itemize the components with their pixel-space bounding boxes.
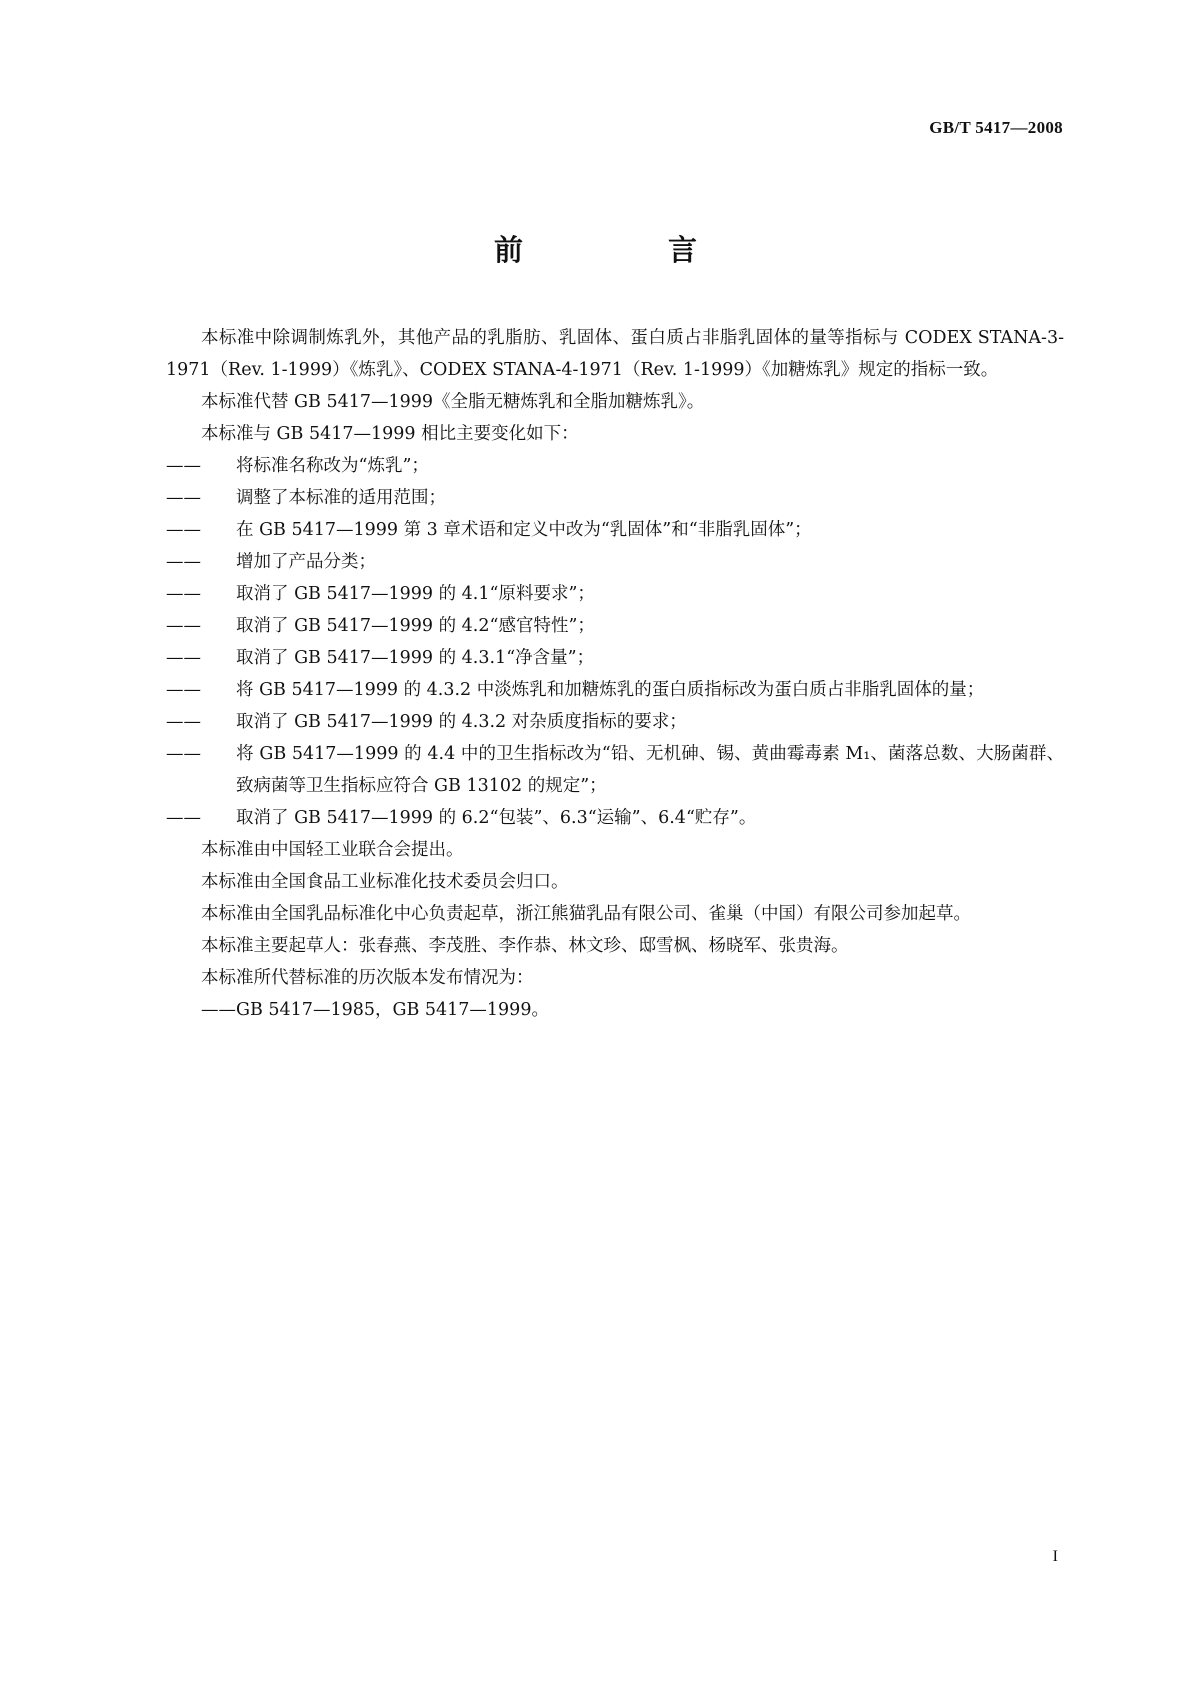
change-text: 取消了 GB 5417—1999 的 4.3.2 对杂质度指标的要求； — [236, 712, 687, 732]
change-item — [166, 706, 1064, 738]
change-text: 取消了 GB 5417—1999 的 6.2“包装”、6.3“运输”、6.4“贮存”。 — [236, 808, 757, 828]
dash-marker: —— — [166, 712, 201, 732]
page-number: I — [1052, 1548, 1058, 1565]
dash-marker: —— — [166, 456, 201, 476]
change-item — [166, 802, 1064, 834]
change-item — [166, 482, 1064, 514]
change-item — [166, 514, 1064, 546]
change-text: 取消了 GB 5417—1999 的 4.3.1“净含量”； — [236, 648, 595, 668]
dash-marker: —— — [166, 520, 201, 540]
change-text: 在 GB 5417—1999 第 3 章术语和定义中改为“乳固体”和“非脂乳固体”； — [236, 520, 812, 540]
dash-marker: —— — [166, 808, 201, 828]
page-title: 前 言 — [493, 233, 755, 267]
outro-paragraph: 本标准由全国食品工业标准化技术委员会归口。 — [201, 872, 569, 892]
intro-paragraph: 本标准与 GB 5417—1999 相比主要变化如下： — [201, 424, 579, 444]
change-item — [166, 738, 1064, 802]
dash-marker: —— — [166, 680, 201, 700]
change-item — [166, 642, 1064, 674]
outro-paragraph: 本标准所代替标准的历次版本发布情况为： — [201, 968, 534, 988]
dash-marker: —— — [201, 1000, 236, 1020]
change-text: 将 GB 5417—1999 的 4.4 中的卫生指标改为“铅、无机砷、锡、黄曲霉毒素 M₁、菌落总数、大肠菌群、致病菌等卫生指标应符合 GB 13102 的规定”； — [236, 744, 1064, 796]
intro-paragraph: 本标准代替 GB 5417—1999《全脂无糖炼乳和全脂加糖炼乳》。 — [201, 392, 705, 412]
dash-marker: —— — [166, 488, 201, 508]
outro-paragraph: 本标准主要起草人：张春燕、李茂胜、李作恭、林文珍、邸雪枫、杨晓军、张贵海。 — [201, 936, 849, 956]
dash-marker: —— — [166, 744, 201, 764]
change-text: 增加了产品分类； — [236, 552, 376, 572]
previous-versions-text: GB 5417—1985，GB 5417—1999。 — [236, 1000, 549, 1020]
foreword-body — [166, 322, 1064, 1026]
change-text: 将标准名称改为“炼乳”； — [236, 456, 429, 476]
change-item — [166, 674, 1064, 706]
change-text: 取消了 GB 5417—1999 的 4.1“原料要求”； — [236, 584, 595, 604]
change-text: 调整了本标准的适用范围； — [236, 488, 446, 508]
outro-paragraph: 本标准由全国乳品标准化中心负责起草，浙江熊猫乳品有限公司、雀巢（中国）有限公司参加起草。 — [201, 904, 971, 924]
previous-versions-item — [166, 994, 1064, 1026]
dash-marker: —— — [166, 552, 201, 572]
outro-paragraph: 本标准由中国轻工业联合会提出。 — [201, 840, 464, 860]
change-item — [166, 450, 1064, 482]
change-item — [166, 546, 1064, 578]
dash-marker: —— — [166, 616, 201, 636]
change-text: 将 GB 5417—1999 的 4.3.2 中淡炼乳和加糖炼乳的蛋白质指标改为蛋白质占非脂乳固体的量； — [236, 680, 985, 700]
standard-code: GB/T 5417—2008 — [929, 118, 1063, 137]
change-item — [166, 610, 1064, 642]
change-text: 取消了 GB 5417—1999 的 4.2“感官特性”； — [236, 616, 595, 636]
change-item — [166, 578, 1064, 610]
dash-marker: —— — [166, 584, 201, 604]
intro-paragraph: 本标准中除调制炼乳外，其他产品的乳脂肪、乳固体、蛋白质占非脂乳固体的量等指标与 CODEX STANA-3-1971（Rev. 1-1999）《炼乳》、CODEX STANA-4-1971（Rev. 1-1999）《加糖炼乳》规定的指标一致。 — [166, 328, 1064, 380]
dash-marker: —— — [166, 648, 201, 668]
